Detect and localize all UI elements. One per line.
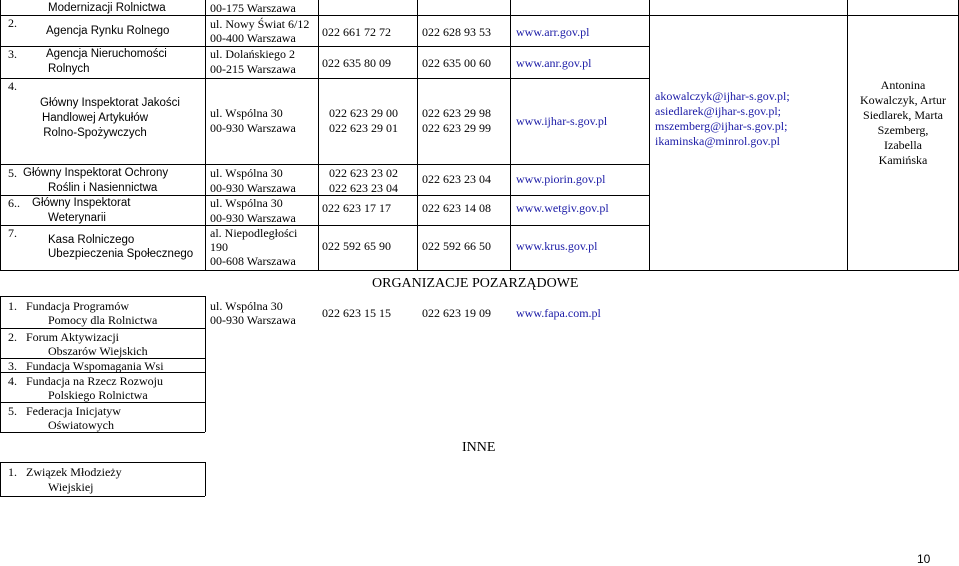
- row4-phone2: 022 623 29 01: [329, 121, 398, 135]
- other1-name1: Związek Młodzieży: [26, 465, 122, 479]
- email-link[interactable]: akowalczyk@ijhar-s.gov.pl;: [655, 89, 790, 103]
- email-link[interactable]: mszemberg@ijhar-s.gov.pl;: [655, 119, 788, 133]
- row3-no: 3.: [8, 47, 17, 61]
- contact-line: Antonina: [880, 78, 926, 92]
- row4-name3: Rolno-Spożywczych: [43, 127, 147, 139]
- other1-no: 1.: [8, 465, 17, 479]
- row7-name1: Kasa Rolniczego: [48, 234, 135, 246]
- row3-phone: 022 635 80 09: [322, 56, 391, 70]
- row3-addr2: 00-215 Warszawa: [210, 62, 296, 76]
- row6-addr2: 00-930 Warszawa: [210, 211, 296, 225]
- contact-line: Siedlarek, Marta: [863, 108, 943, 122]
- contact-line: Szemberg,: [877, 123, 929, 137]
- row2-addr1: ul. Nowy Świat 6/12: [210, 17, 310, 31]
- row4-addr2: 00-930 Warszawa: [210, 121, 296, 135]
- ngo5-name1: Federacja Inicjatyw: [26, 404, 121, 418]
- ngo4-name1: Fundacja na Rzecz Rozwoju: [26, 374, 163, 388]
- row2-fax: 022 628 93 53: [422, 25, 491, 39]
- row4-addr1: ul. Wspólna 30: [210, 106, 283, 120]
- row6-name1: Główny Inspektorat: [32, 197, 131, 209]
- ngo4-name2: Polskiego Rolnictwa: [48, 388, 148, 402]
- ngo2-name2: Obszarów Wiejskich: [48, 344, 148, 358]
- row3-name1: Agencja Nieruchomości: [46, 48, 167, 60]
- row7-addr2: 190: [210, 240, 228, 254]
- row6-name2: Weterynarii: [48, 212, 106, 224]
- ngo1-name1: Fundacja Programów: [26, 299, 129, 313]
- ngo1-name2: Pomocy dla Rolnictwa: [48, 313, 158, 327]
- ngo2-name1: Forum Aktywizacji: [26, 330, 119, 344]
- row1-name: Modernizacji Rolnictwa: [48, 2, 166, 14]
- row5-web[interactable]: www.piorin.gov.pl: [516, 172, 606, 186]
- row4-name1: Główny Inspektorat Jakości: [40, 97, 180, 109]
- ngo1-web[interactable]: www.fapa.com.pl: [516, 306, 601, 320]
- row4-phone1: 022 623 29 00: [329, 106, 398, 120]
- ngo1-addr1: ul. Wspólna 30: [210, 299, 283, 313]
- row7-web[interactable]: www.krus.gov.pl: [516, 239, 598, 253]
- row3-fax: 022 635 00 60: [422, 56, 491, 70]
- other1-name2: Wiejskiej: [48, 480, 94, 494]
- row6-web[interactable]: www.wetgiv.gov.pl: [516, 201, 609, 215]
- row2-phone: 022 661 72 72: [322, 25, 391, 39]
- row3-name2: Rolnych: [48, 63, 90, 75]
- row6-addr1: ul. Wspólna 30: [210, 196, 283, 210]
- row5-addr2: 00-930 Warszawa: [210, 181, 296, 195]
- ngo4-no: 4.: [8, 374, 17, 388]
- row5-phone2: 022 623 23 04: [329, 181, 398, 195]
- ngo1-addr2: 00-930 Warszawa: [210, 313, 296, 327]
- ngo3-name1: Fundacja Wspomagania Wsi: [26, 359, 164, 373]
- ngo1-fax: 022 623 19 09: [422, 306, 491, 320]
- row3-web[interactable]: www.anr.gov.pl: [516, 56, 592, 70]
- row3-addr1: ul. Dolańskiego 2: [210, 47, 295, 61]
- ngo5-name2: Oświatowych: [48, 418, 114, 432]
- ngo2-no: 2.: [8, 330, 17, 344]
- ngo1-phone: 022 623 15 15: [322, 306, 391, 320]
- row7-name2: Ubezpieczenia Społecznego: [48, 248, 194, 260]
- row7-addr1: al. Niepodległości: [210, 226, 298, 240]
- row4-fax2: 022 623 29 99: [422, 121, 491, 135]
- row6-fax: 022 623 14 08: [422, 201, 491, 215]
- ngo1-no: 1.: [8, 299, 17, 313]
- contact-line: Izabella: [884, 138, 922, 152]
- row5-name1: Główny Inspektorat Ochrony: [23, 167, 169, 179]
- contact-line: Kowalczyk, Artur: [860, 93, 946, 107]
- row4-no: 4.: [8, 79, 17, 93]
- row2-no: 2.: [8, 16, 17, 30]
- row5-no: 5.: [8, 166, 17, 180]
- page-number: 10: [917, 552, 931, 566]
- row5-fax: 022 623 23 04: [422, 172, 491, 186]
- row5-phone1: 022 623 23 02: [329, 166, 398, 180]
- row2-name: Agencja Rynku Rolnego: [46, 25, 170, 37]
- row6-phone: 022 623 17 17: [322, 201, 391, 215]
- email-link[interactable]: ikaminska@minrol.gov.pl: [655, 134, 780, 148]
- ngo-heading: ORGANIZACJE POZARZĄDOWE: [372, 276, 579, 291]
- row4-name2: Handlowej Artykułów: [41, 112, 149, 124]
- row7-fax: 022 592 66 50: [422, 239, 491, 253]
- row2-addr2: 00-400 Warszawa: [210, 31, 296, 45]
- row7-no: 7.: [8, 226, 17, 240]
- row1-addr: 00-175 Warszawa: [210, 1, 296, 15]
- row2-web[interactable]: www.arr.gov.pl: [516, 25, 590, 39]
- other-heading: INNE: [462, 440, 496, 455]
- row4-fax1: 022 623 29 98: [422, 106, 491, 120]
- row7-addr3: 00-608 Warszawa: [210, 254, 296, 268]
- row5-name2: Roślin i Nasiennictwa: [48, 182, 158, 194]
- email-link[interactable]: asiedlarek@ijhar-s.gov.pl;: [655, 104, 781, 118]
- row6-no: 6..: [8, 196, 20, 210]
- ngo3-no: 3.: [8, 359, 17, 373]
- row4-web[interactable]: www.ijhar-s.gov.pl: [516, 114, 608, 128]
- row7-phone: 022 592 65 90: [322, 239, 391, 253]
- row5-addr1: ul. Wspólna 30: [210, 166, 283, 180]
- ngo5-no: 5.: [8, 404, 17, 418]
- contact-line: Kamińska: [878, 153, 928, 167]
